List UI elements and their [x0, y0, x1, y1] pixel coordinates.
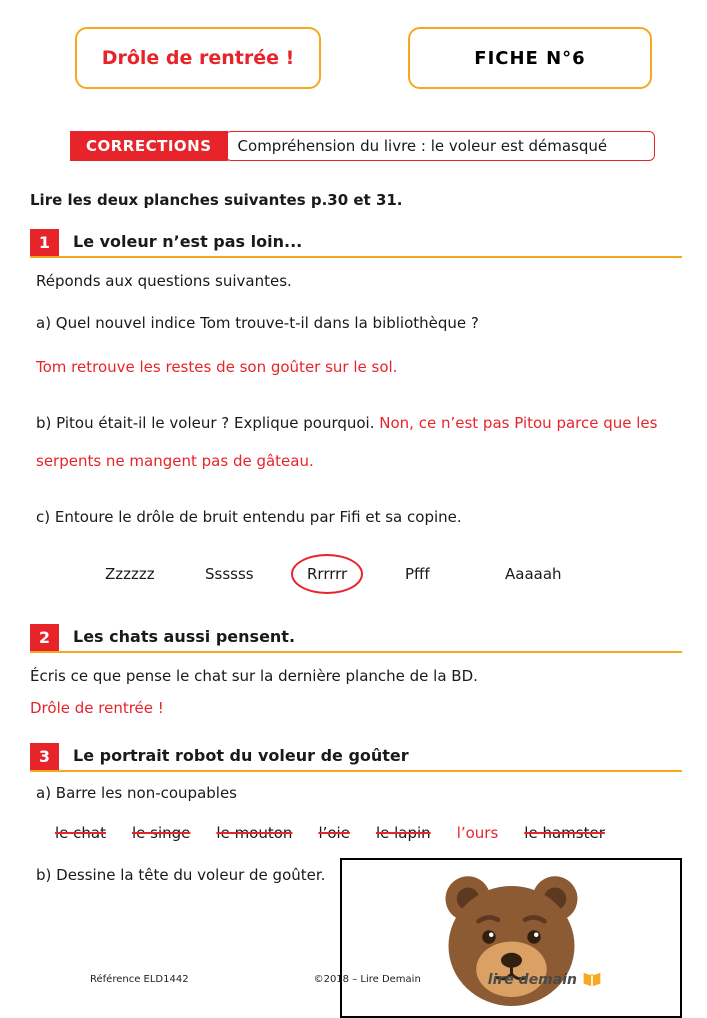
section-2-question: Écris ce que pense le chat sur la dernière planche de la BD. [30, 667, 478, 685]
corrections-badge: CORRECTIONS [70, 131, 228, 161]
section-1-title: Le voleur n’est pas loin... [73, 232, 303, 251]
suspect-word: le mouton [216, 824, 293, 842]
publisher-logo-text: lire demain [487, 971, 577, 988]
suspect-word: le singe [132, 824, 191, 842]
fiche-number: FICHE N°6 [474, 47, 586, 69]
title-box [75, 27, 321, 89]
section-1-number-badge: 1 [30, 229, 59, 256]
question-b [36, 414, 677, 432]
sound-option-circled-wrap [305, 563, 405, 585]
section-1-subtitle: Réponds aux questions suivantes. [36, 272, 292, 290]
section-2-number-badge: 2 [30, 624, 59, 651]
subject-box: Compréhension du livre : le voleur est démasqué [225, 131, 655, 161]
answer-a: Tom retrouve les restes de son goûter sur le sol. [36, 358, 398, 376]
publisher-logo [488, 971, 602, 988]
sound-options-row [105, 552, 707, 596]
suspect-word: le hamster [524, 824, 605, 842]
page-title: Drôle de rentrée ! [101, 47, 295, 69]
book-icon [582, 971, 602, 988]
suspect-word: le chat [55, 824, 106, 842]
section-3-title: Le portrait robot du voleur de goûter [73, 746, 409, 765]
sound-option: Pfff [405, 565, 430, 583]
drawing-box [340, 858, 682, 1018]
section-2-answer: Drôle de rentrée ! [30, 699, 164, 717]
footer [0, 971, 707, 988]
section-3-number-badge: 3 [30, 743, 59, 770]
question-c: c) Entoure le drôle de bruit entendu par Fifi et sa copine. [36, 508, 462, 526]
corrections-banner [70, 131, 655, 161]
copyright: ©2018 – Lire Demain [313, 974, 421, 985]
sound-option: Ssssss [205, 565, 254, 583]
section-1-header [30, 229, 682, 258]
section-3-question-a: a) Barre les non-coupables [36, 784, 237, 802]
section-3-header [30, 743, 682, 772]
header [0, 0, 707, 89]
question-a: a) Quel nouvel indice Tom trouve-t-il dans la bibliothèque ? [36, 314, 479, 332]
suspect-word-guilty: l’ours [456, 824, 499, 842]
question-b-text: b) Pitou était-il le voleur ? Explique pourquoi. [36, 414, 375, 432]
section-2-title: Les chats aussi pensent. [73, 627, 296, 646]
sound-option: Zzzzzz [105, 565, 155, 583]
suspects-row [55, 824, 707, 842]
circled-answer: Rrrrrr [291, 554, 363, 594]
portrait-section [36, 858, 682, 1018]
suspect-word: l’oie [318, 824, 350, 842]
answer-b-line1: Non, ce n’est pas Pitou parce que les [379, 414, 658, 432]
sound-option: Aaaaah [505, 565, 562, 583]
fiche-box [408, 27, 652, 89]
answer-b-line2: serpents ne mangent pas de gâteau. [36, 452, 314, 470]
section-2-header [30, 624, 682, 653]
section-3-question-b: b) Dessine la tête du voleur de goûter. [36, 866, 326, 884]
intro-instruction: Lire les deux planches suivantes p.30 et 31. [30, 191, 403, 209]
reference-code: Référence ELD1442 [90, 974, 189, 985]
suspect-word: le lapin [375, 824, 431, 842]
bear-illustration [429, 867, 594, 1010]
